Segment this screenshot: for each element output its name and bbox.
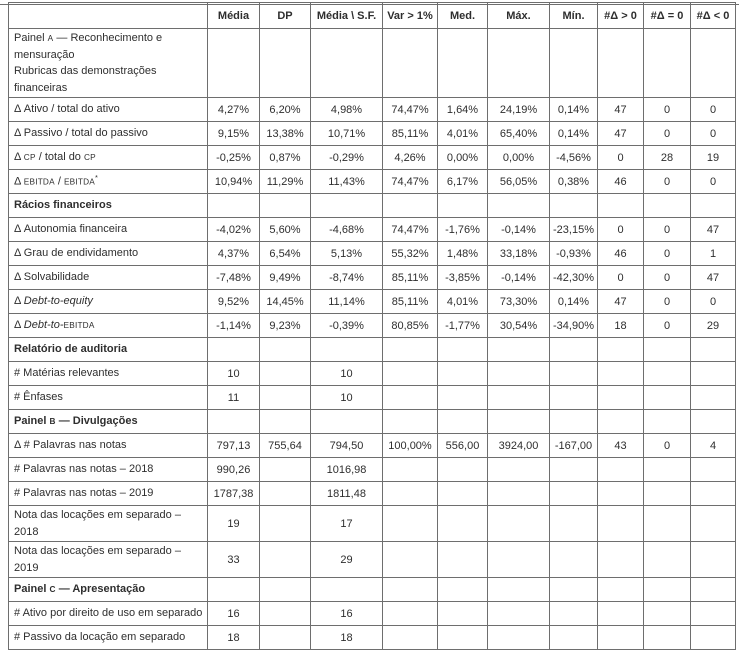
cell: 797,13 [208,434,260,458]
row-label: # Matérias relevantes [9,362,208,386]
table-body [9,29,736,650]
cell [644,458,691,482]
cell [691,458,736,482]
cell [438,506,488,542]
cell [644,626,691,650]
cell [488,29,550,98]
cell: 11,43% [311,170,383,194]
cell [550,602,598,626]
cell [691,386,736,410]
cell [488,386,550,410]
cell [438,578,488,602]
cell: 74,47% [383,170,438,194]
cell [644,482,691,506]
cell: 0 [691,290,736,314]
column-header: Var > 1% [383,3,438,29]
row-passivo-locacao [9,626,736,650]
row-delta-ativo [9,98,736,122]
cell [260,482,311,506]
row-label: # Passivo da locação em separado [9,626,208,650]
cell: 4,27% [208,98,260,122]
cell: 33 [208,542,260,578]
cell: 85,11% [383,266,438,290]
row-ativo-direito-uso [9,602,736,626]
cell [644,29,691,98]
cell [383,482,438,506]
cell [438,194,488,218]
row-label: # Ênfases [9,386,208,410]
cell: 990,26 [208,458,260,482]
cell [488,602,550,626]
cell: 0 [598,218,644,242]
cell: -4,56% [550,146,598,170]
cell: 0 [644,314,691,338]
cell: 0 [644,170,691,194]
cell [311,338,383,362]
cell [383,362,438,386]
cell: 47 [598,122,644,146]
cell [550,542,598,578]
cell: 6,54% [260,242,311,266]
row-label: Δ Autonomia financeira [9,218,208,242]
cell [438,602,488,626]
panel-a-header-row [9,29,736,98]
section-painel-b [9,410,736,434]
column-header: DP [260,3,311,29]
statistics-table [8,2,736,650]
cell: 0 [691,122,736,146]
row-palavras-notas-2018 [9,458,736,482]
cell [488,194,550,218]
row-label: Δ EBITDA / EBITDA* [9,170,208,194]
cell [598,362,644,386]
cell [383,386,438,410]
cell [383,338,438,362]
cell [383,194,438,218]
cell: 47 [598,290,644,314]
cell: 16 [311,602,383,626]
cell [260,626,311,650]
cell: 0,14% [550,122,598,146]
cell [550,386,598,410]
cell: 85,11% [383,122,438,146]
cell: 16 [208,602,260,626]
cell [488,362,550,386]
row-label: Δ Debt-to-EBITDA [9,314,208,338]
cell [488,578,550,602]
cell [598,386,644,410]
cell: 4,01% [438,290,488,314]
cell: 11 [208,386,260,410]
column-header: Med. [438,3,488,29]
cell [208,338,260,362]
cell [598,194,644,218]
cell: 0 [644,98,691,122]
cell: -4,68% [311,218,383,242]
cell: 4,37% [208,242,260,266]
cell [550,29,598,98]
cell: -0,29% [311,146,383,170]
cell: 10 [311,362,383,386]
cell: 24,19% [488,98,550,122]
cell: 0 [644,122,691,146]
cell: 5,13% [311,242,383,266]
cell [550,506,598,542]
row-debt-to-equity [9,290,736,314]
cell [488,506,550,542]
cell [383,458,438,482]
cell [488,626,550,650]
cell: 9,52% [208,290,260,314]
section-racios-financeiros [9,194,736,218]
cell [598,482,644,506]
cell [644,542,691,578]
row-delta-passivo [9,122,736,146]
cell [488,338,550,362]
cell: 10 [208,362,260,386]
cell: 556,00 [438,434,488,458]
cell [311,194,383,218]
cell: 10 [311,386,383,410]
row-label: Nota das locações em separado – 2019 [9,542,208,578]
cell: 0 [644,242,691,266]
cell [488,410,550,434]
cell: -1,14% [208,314,260,338]
cell: 0 [644,434,691,458]
cell [438,386,488,410]
cell: 11,14% [311,290,383,314]
cell [260,602,311,626]
cell: 5,60% [260,218,311,242]
table-header [9,3,736,29]
row-label: Δ # Palavras nas notas [9,434,208,458]
cell [488,458,550,482]
cell: 33,18% [488,242,550,266]
cell: 0,38% [550,170,598,194]
row-autonomia-financeira [9,218,736,242]
row-delta-ebitda [9,170,736,194]
cell [260,458,311,482]
cell [488,542,550,578]
row-delta-cp [9,146,736,170]
section-painel-c [9,578,736,602]
cell [260,542,311,578]
cell [260,410,311,434]
cell [311,29,383,98]
cell [644,386,691,410]
cell [644,338,691,362]
row-label: Δ Solvabilidade [9,266,208,290]
cell [598,410,644,434]
row-label: Δ Grau de endividamento [9,242,208,266]
cell: 18 [311,626,383,650]
cell [438,362,488,386]
cell [644,194,691,218]
header-row [9,3,736,29]
cell: 10,94% [208,170,260,194]
cell: 29 [311,542,383,578]
row-label: # Palavras nas notas – 2018 [9,458,208,482]
cell: 1 [691,242,736,266]
cell: 43 [598,434,644,458]
cell: 29 [691,314,736,338]
cell: 85,11% [383,290,438,314]
cell [438,410,488,434]
row-label: # Ativo por direito de uso em separado [9,602,208,626]
cell: 55,32% [383,242,438,266]
cell: 0,00% [488,146,550,170]
cell: 1787,38 [208,482,260,506]
row-label: Δ Ativo / total do ativo [9,98,208,122]
cell [691,482,736,506]
row-debt-to-ebitda [9,314,736,338]
cell [438,29,488,98]
cell [691,194,736,218]
column-header: Média [208,3,260,29]
cell [598,602,644,626]
cell: 65,40% [488,122,550,146]
cell: 3924,00 [488,434,550,458]
cell: 14,45% [260,290,311,314]
cell [438,626,488,650]
row-nota-locacoes-2018 [9,506,736,542]
cell [550,338,598,362]
column-header: #Δ > 0 [598,3,644,29]
row-label: Painel A — Reconhecimento e mensuração Rubricas das demonstrações financeiras [9,29,208,98]
cell: 18 [598,314,644,338]
cell [488,482,550,506]
cell: -34,90% [550,314,598,338]
cell [383,410,438,434]
cell [383,626,438,650]
cell [598,29,644,98]
cell: 794,50 [311,434,383,458]
cell: 6,20% [260,98,311,122]
cell: 4,01% [438,122,488,146]
cell: 9,15% [208,122,260,146]
cell [438,542,488,578]
cell [644,362,691,386]
row-solvabilidade [9,266,736,290]
cell [598,542,644,578]
row-label: # Palavras nas notas – 2019 [9,482,208,506]
cell [208,410,260,434]
cell [691,338,736,362]
cell [550,410,598,434]
cell: -0,25% [208,146,260,170]
cell: 755,64 [260,434,311,458]
cell [208,194,260,218]
row-label: Δ Debt-to-equity [9,290,208,314]
cell: 28 [644,146,691,170]
cell [260,338,311,362]
cell [550,194,598,218]
cell [208,29,260,98]
cell: 0 [644,290,691,314]
row-palavras-notas-2019 [9,482,736,506]
cell [598,578,644,602]
cell [550,458,598,482]
column-header: Mín. [550,3,598,29]
cell [550,578,598,602]
cell: -42,30% [550,266,598,290]
cell [260,578,311,602]
cell: -4,02% [208,218,260,242]
top-rule [0,4,739,5]
cell [438,338,488,362]
cell: 4 [691,434,736,458]
cell: 47 [691,266,736,290]
cell [598,626,644,650]
cell [550,626,598,650]
cell [598,506,644,542]
cell: 9,23% [260,314,311,338]
cell: 17 [311,506,383,542]
cell: -8,74% [311,266,383,290]
cell [383,29,438,98]
cell: -23,15% [550,218,598,242]
cell: -0,14% [488,218,550,242]
cell [691,362,736,386]
cell: 10,71% [311,122,383,146]
row-label: Rácios financeiros [9,194,208,218]
cell: -167,00 [550,434,598,458]
cell: 46 [598,242,644,266]
cell [598,458,644,482]
column-header: Média \ S.F. [311,3,383,29]
cell: 56,05% [488,170,550,194]
cell: 100,00% [383,434,438,458]
cell: 0 [691,170,736,194]
row-label: Nota das locações em separado – 2018 [9,506,208,542]
cell: 1016,98 [311,458,383,482]
section-relatorio-auditoria [9,338,736,362]
cell [691,506,736,542]
cell [644,602,691,626]
column-header: Máx. [488,3,550,29]
row-label: Painel C — Apresentação [9,578,208,602]
cell: 47 [691,218,736,242]
cell: 0 [691,98,736,122]
cell: 0 [598,146,644,170]
row-label: Painel B — Divulgações [9,410,208,434]
cell: 30,54% [488,314,550,338]
cell [383,602,438,626]
row-label: Δ Passivo / total do passivo [9,122,208,146]
cell [691,410,736,434]
cell: -1,76% [438,218,488,242]
cell: 0,14% [550,290,598,314]
cell [438,482,488,506]
cell: -0,93% [550,242,598,266]
cell [550,362,598,386]
cell: 6,17% [438,170,488,194]
cell: -7,48% [208,266,260,290]
cell: -1,77% [438,314,488,338]
cell [383,578,438,602]
row-label: Δ CP / total do CP [9,146,208,170]
cell: 74,47% [383,218,438,242]
cell: 73,30% [488,290,550,314]
column-header: #Δ = 0 [644,3,691,29]
cell [644,410,691,434]
cell [260,362,311,386]
cell: -0,39% [311,314,383,338]
cell [644,506,691,542]
cell: 13,38% [260,122,311,146]
cell: 46 [598,170,644,194]
cell: 0,14% [550,98,598,122]
cell: 0,00% [438,146,488,170]
cell [383,506,438,542]
cell [691,542,736,578]
cell: 74,47% [383,98,438,122]
row-enfases [9,386,736,410]
cell: 19 [208,506,260,542]
cell [550,482,598,506]
row-nota-locacoes-2019 [9,542,736,578]
cell: 4,26% [383,146,438,170]
column-header: #Δ < 0 [691,3,736,29]
row-materias-relevantes [9,362,736,386]
cell [691,602,736,626]
cell: 1811,48 [311,482,383,506]
cell [691,626,736,650]
cell: 9,49% [260,266,311,290]
cell [260,194,311,218]
cell [644,578,691,602]
cell [260,386,311,410]
cell [208,578,260,602]
cell [311,578,383,602]
cell: 0 [644,218,691,242]
cell: 0,87% [260,146,311,170]
cell: 11,29% [260,170,311,194]
cell [438,458,488,482]
cell [691,29,736,98]
cell: 0 [644,266,691,290]
cell: 47 [598,98,644,122]
cell: 80,85% [383,314,438,338]
cell [260,29,311,98]
cell [691,578,736,602]
cell: 0 [598,266,644,290]
cell: 19 [691,146,736,170]
cell: 4,98% [311,98,383,122]
row-grau-endividamento [9,242,736,266]
cell [311,410,383,434]
cell: -0,14% [488,266,550,290]
column-header [9,3,208,29]
cell [260,506,311,542]
cell: -3,85% [438,266,488,290]
row-delta-palavras-notas [9,434,736,458]
cell: 1,48% [438,242,488,266]
cell: 18 [208,626,260,650]
row-label: Relatório de auditoria [9,338,208,362]
cell [598,338,644,362]
cell: 1,64% [438,98,488,122]
cell [383,542,438,578]
